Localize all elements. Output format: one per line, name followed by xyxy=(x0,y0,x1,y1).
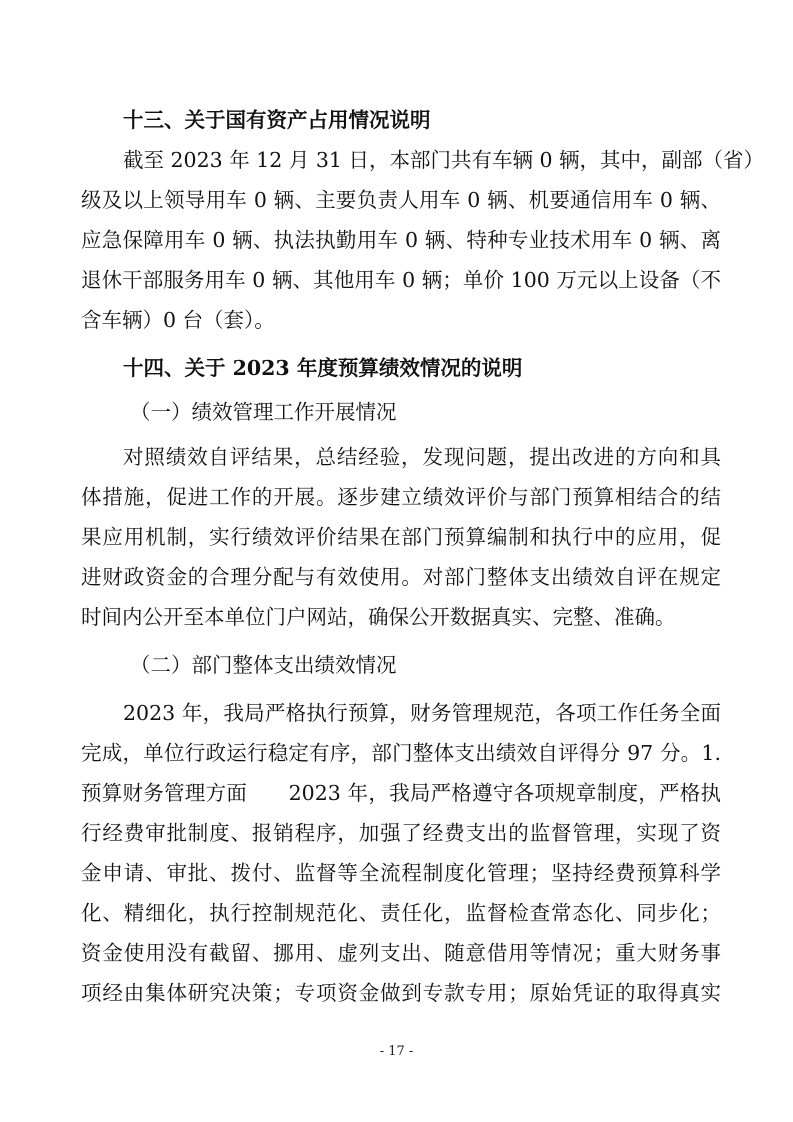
section-13-heading: 十三、关于国有资产占用情况说明 xyxy=(123,108,431,132)
paragraph-line: 对照绩效自评结果，总结经验，发现问题，提出改进的方向和具 xyxy=(123,445,721,469)
paragraph-line: 果应用机制，实行绩效评价结果在部门预算编制和执行中的应用，促 xyxy=(81,525,721,549)
paragraph-line: 化、精细化，执行控制规范化、责任化，监督检查常态化、同步化； xyxy=(81,901,721,925)
paragraph-line: 截至 2023 年 12 月 31 日，本部门共有车辆 0 辆，其中，副部（省） xyxy=(123,148,765,172)
paragraph-line: 2023 年，我局严格执行预算，财务管理规范，各项工作任务全面 xyxy=(123,701,721,725)
section-14-heading: 十四、关于 2023 年度预算绩效情况的说明 xyxy=(123,356,523,380)
paragraph-line: 项经由集体研究决策；专项资金做到专款专用；原始凭证的取得真实 xyxy=(81,981,721,1005)
paragraph-line: 预算财务管理方面 2023 年，我局严格遵守各项规章制度，严格执 xyxy=(81,781,721,805)
paragraph-line: 行经费审批制度、报销程序，加强了经费支出的监督管理，实现了资 xyxy=(81,821,721,845)
paragraph-line: 资金使用没有截留、挪用、虚列支出、随意借用等情况；重大财务事 xyxy=(81,941,721,965)
paragraph-line: 含车辆）0 台（套）。 xyxy=(81,308,275,332)
paragraph-line: 应急保障用车 0 辆、执法执勤用车 0 辆、特种专业技术用车 0 辆、离 xyxy=(81,228,721,252)
paragraph-line: 退休干部服务用车 0 辆、其他用车 0 辆；单价 100 万元以上设备（不 xyxy=(81,268,721,292)
page-number: - 17 - xyxy=(379,1044,414,1059)
paragraph-line: 级及以上领导用车 0 辆、主要负责人用车 0 辆、机要通信用车 0 辆、 xyxy=(81,188,721,212)
subsection-2-title: （二）部门整体支出绩效情况 xyxy=(130,653,397,677)
paragraph-line: 金申请、审批、拨付、监督等全流程制度化管理；坚持经费预算科学 xyxy=(81,861,721,885)
subsection-1-title: （一）绩效管理工作开展情况 xyxy=(130,400,397,424)
paragraph-line: 完成，单位行政运行稳定有序，部门整体支出绩效自评得分 97 分。1. xyxy=(81,741,721,765)
paragraph-line: 时间内公开至本单位门户网站，确保公开数据真实、完整、准确。 xyxy=(81,605,676,629)
paragraph-line: 体措施，促进工作的开展。逐步建立绩效评价与部门预算相结合的结 xyxy=(81,485,721,509)
paragraph-line: 进财政资金的合理分配与有效使用。对部门整体支出绩效自评在规定 xyxy=(81,565,721,589)
